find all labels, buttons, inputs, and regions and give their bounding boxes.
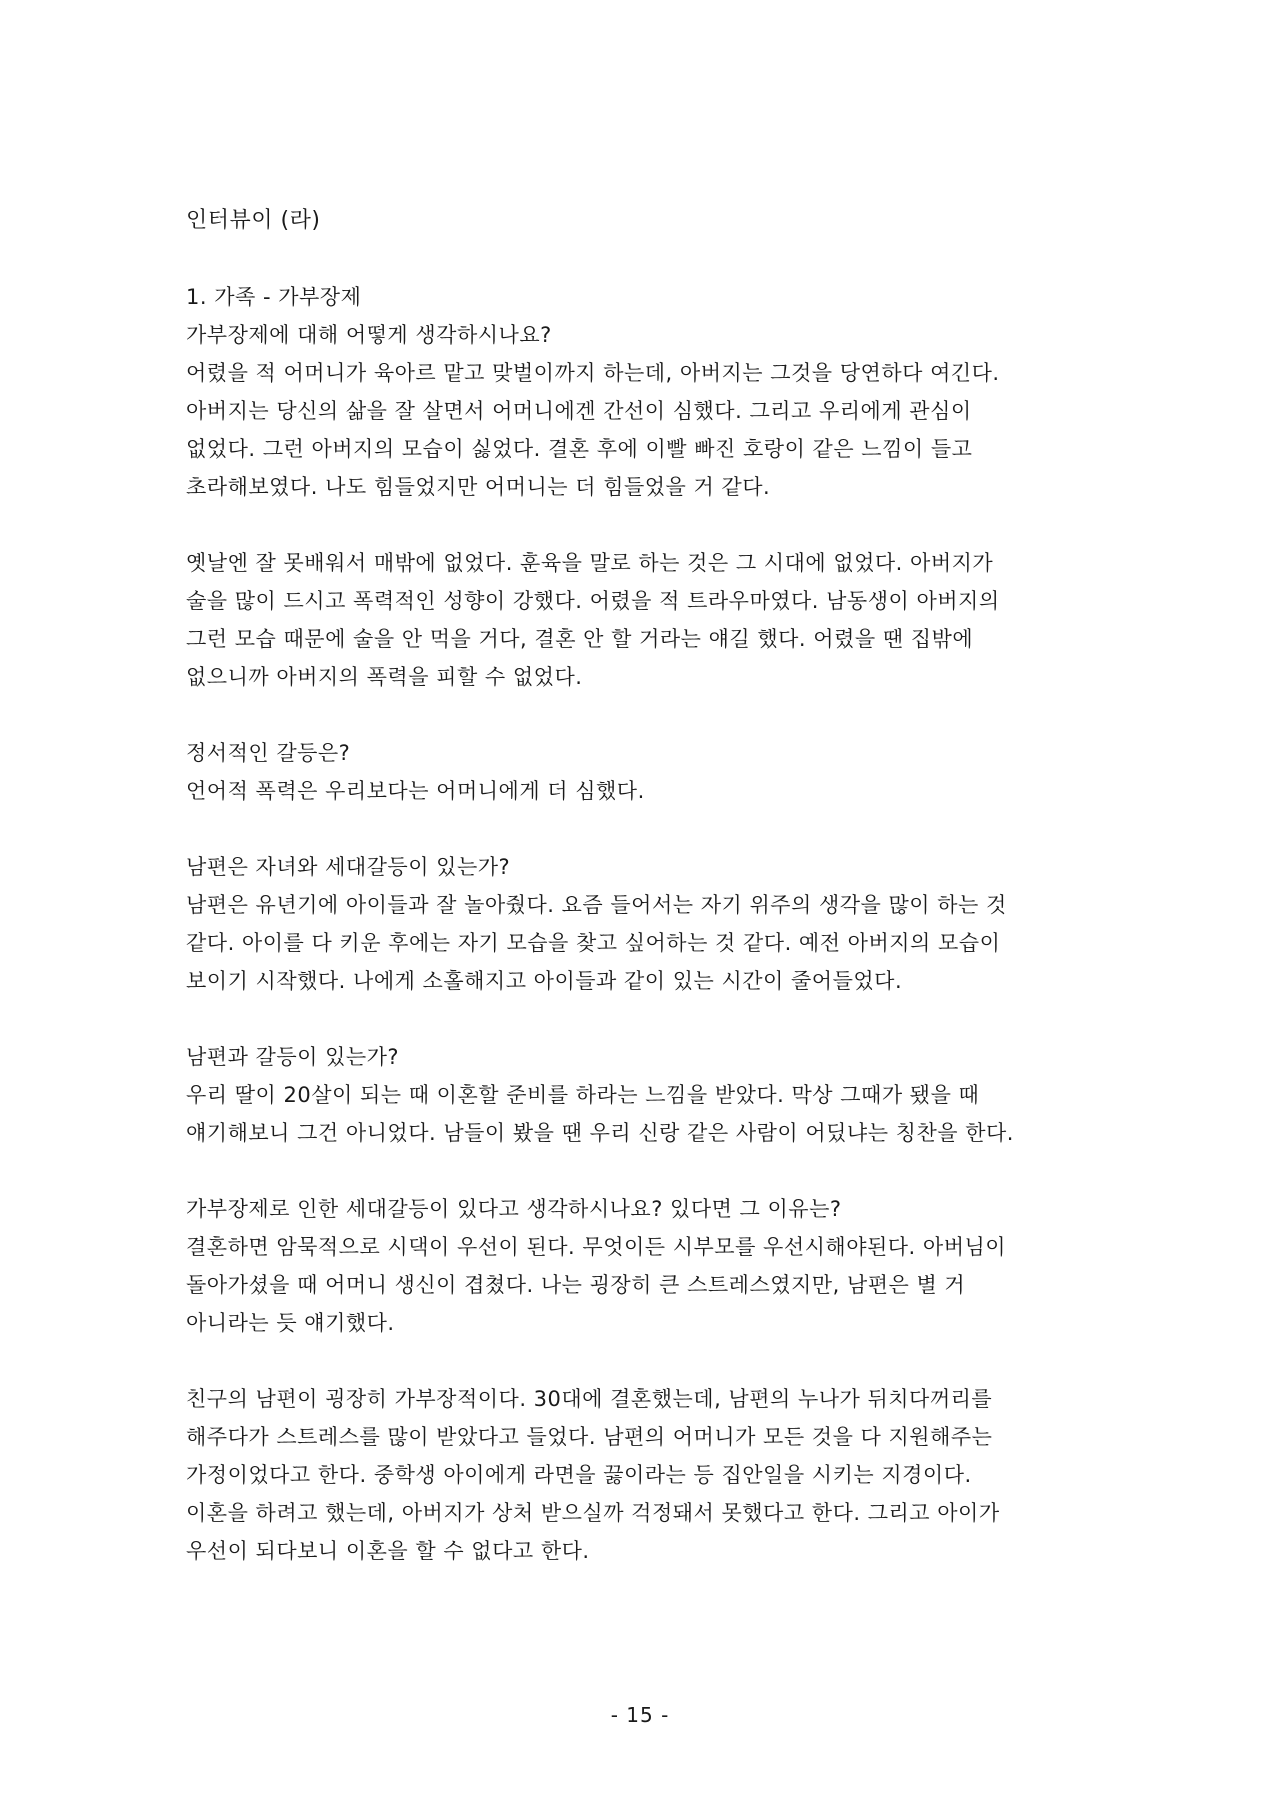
text-line: 옛날엔 잘 못배워서 매밖에 없었다. 훈육을 말로 하는 것은 그 시대에 없었다. 아버지가 bbox=[186, 551, 994, 575]
text-line: 우선이 되다보니 이혼을 할 수 없다고 한다. bbox=[186, 1539, 590, 1563]
text-line: 같다. 아이를 다 키운 후에는 자기 모습을 찾고 싶어하는 것 같다. 예전 아버지의 모습이 bbox=[186, 931, 1001, 955]
page-content bbox=[186, 202, 1106, 1608]
text-line: 가정이었다고 한다. 중학생 아이에게 라면을 끓이라는 등 집안일을 시키는 지경이다. bbox=[186, 1463, 972, 1487]
text-line: 아버지는 당신의 삶을 잘 살면서 어머니에겐 간선이 심했다. 그리고 우리에게 관심이 bbox=[186, 399, 972, 423]
text-line: 얘기해보니 그건 아니었다. 남들이 봤을 땐 우리 신랑 같은 사람이 어딨냐는 칭찬을 한다. bbox=[186, 1121, 1014, 1145]
text-line: 아니라는 듯 얘기했다. bbox=[186, 1311, 395, 1335]
text-line: 어렸을 적 어머니가 육아르 맡고 맞벌이까지 하는데, 아버지는 그것을 당연하다 여긴다. bbox=[186, 361, 1000, 385]
text-line: 남편은 자녀와 세대갈등이 있는가? bbox=[186, 855, 511, 879]
paragraph-block bbox=[186, 734, 1106, 810]
text-line: 해주다가 스트레스를 많이 받았다고 들었다. 남편의 어머니가 모든 것을 다 지원해주는 bbox=[186, 1425, 993, 1449]
section-heading: 1. 가족 - 가부장제 bbox=[186, 285, 362, 309]
paragraph-block bbox=[186, 848, 1106, 1000]
paragraph-block bbox=[186, 316, 1106, 506]
text-line: 보이기 시작했다. 나에게 소홀해지고 아이들과 같이 있는 시간이 줄어들었다. bbox=[186, 969, 903, 993]
text-line: 가부장제에 대해 어떻게 생각하시나요? bbox=[186, 323, 552, 347]
page-number: - 15 - bbox=[610, 1703, 670, 1727]
text-line: 술을 많이 드시고 폭력적인 성향이 강했다. 어렸을 적 트라우마였다. 남동생이 아버지의 bbox=[186, 589, 1000, 613]
text-line: 정서적인 갈등은? bbox=[186, 741, 351, 765]
text-line: 우리 딸이 20살이 되는 때 이혼할 준비를 하라는 느낌을 받았다. 막상 그때가 됐을 때 bbox=[186, 1083, 980, 1107]
text-line: 이혼을 하려고 했는데, 아버지가 상처 받으실까 걱정돼서 못했다고 한다. 그리고 아이가 bbox=[186, 1501, 1000, 1525]
section-body bbox=[186, 316, 1106, 1570]
text-line: 없으니까 아버지의 폭력을 피할 수 없었다. bbox=[186, 665, 583, 689]
text-line: 가부장제로 인한 세대갈등이 있다고 생각하시나요? 있다면 그 이유는? bbox=[186, 1197, 842, 1221]
text-line: 없었다. 그런 아버지의 모습이 싫었다. 결혼 후에 이빨 빠진 호랑이 같은 느낌이 들고 bbox=[186, 437, 973, 461]
text-line: 돌아가셨을 때 어머니 생신이 겹쳤다. 나는 굉장히 큰 스트레스였지만, 남편은 별 거 bbox=[186, 1273, 966, 1297]
text-line: 남편과 갈등이 있는가? bbox=[186, 1045, 400, 1069]
text-line: 결혼하면 암묵적으로 시댁이 우선이 된다. 무엇이든 시부모를 우선시해야된다. 아버님이 bbox=[186, 1235, 1007, 1259]
text-line: 초라해보였다. 나도 힘들었지만 어머니는 더 힘들었을 거 같다. bbox=[186, 475, 771, 499]
text-line: 언어적 폭력은 우리보다는 어머니에게 더 심했다. bbox=[186, 779, 645, 803]
paragraph-block bbox=[186, 544, 1106, 696]
text-line: 그런 모습 때문에 술을 안 먹을 거다, 결혼 안 할 거라는 얘길 했다. 어렸을 땐 집밖에 bbox=[186, 627, 974, 651]
paragraph-block bbox=[186, 1038, 1106, 1152]
text-line: 친구의 남편이 굉장히 가부장적이다. 30대에 결혼했는데, 남편의 누나가 뒤치다꺼리를 bbox=[186, 1387, 993, 1411]
paragraph-block bbox=[186, 1190, 1106, 1342]
text-line: 남편은 유년기에 아이들과 잘 놀아줬다. 요즘 들어서는 자기 위주의 생각을 많이 하는 것 bbox=[186, 893, 1007, 917]
paragraph-block bbox=[186, 1380, 1106, 1570]
page-title: 인터뷰이 (라) bbox=[186, 208, 321, 233]
